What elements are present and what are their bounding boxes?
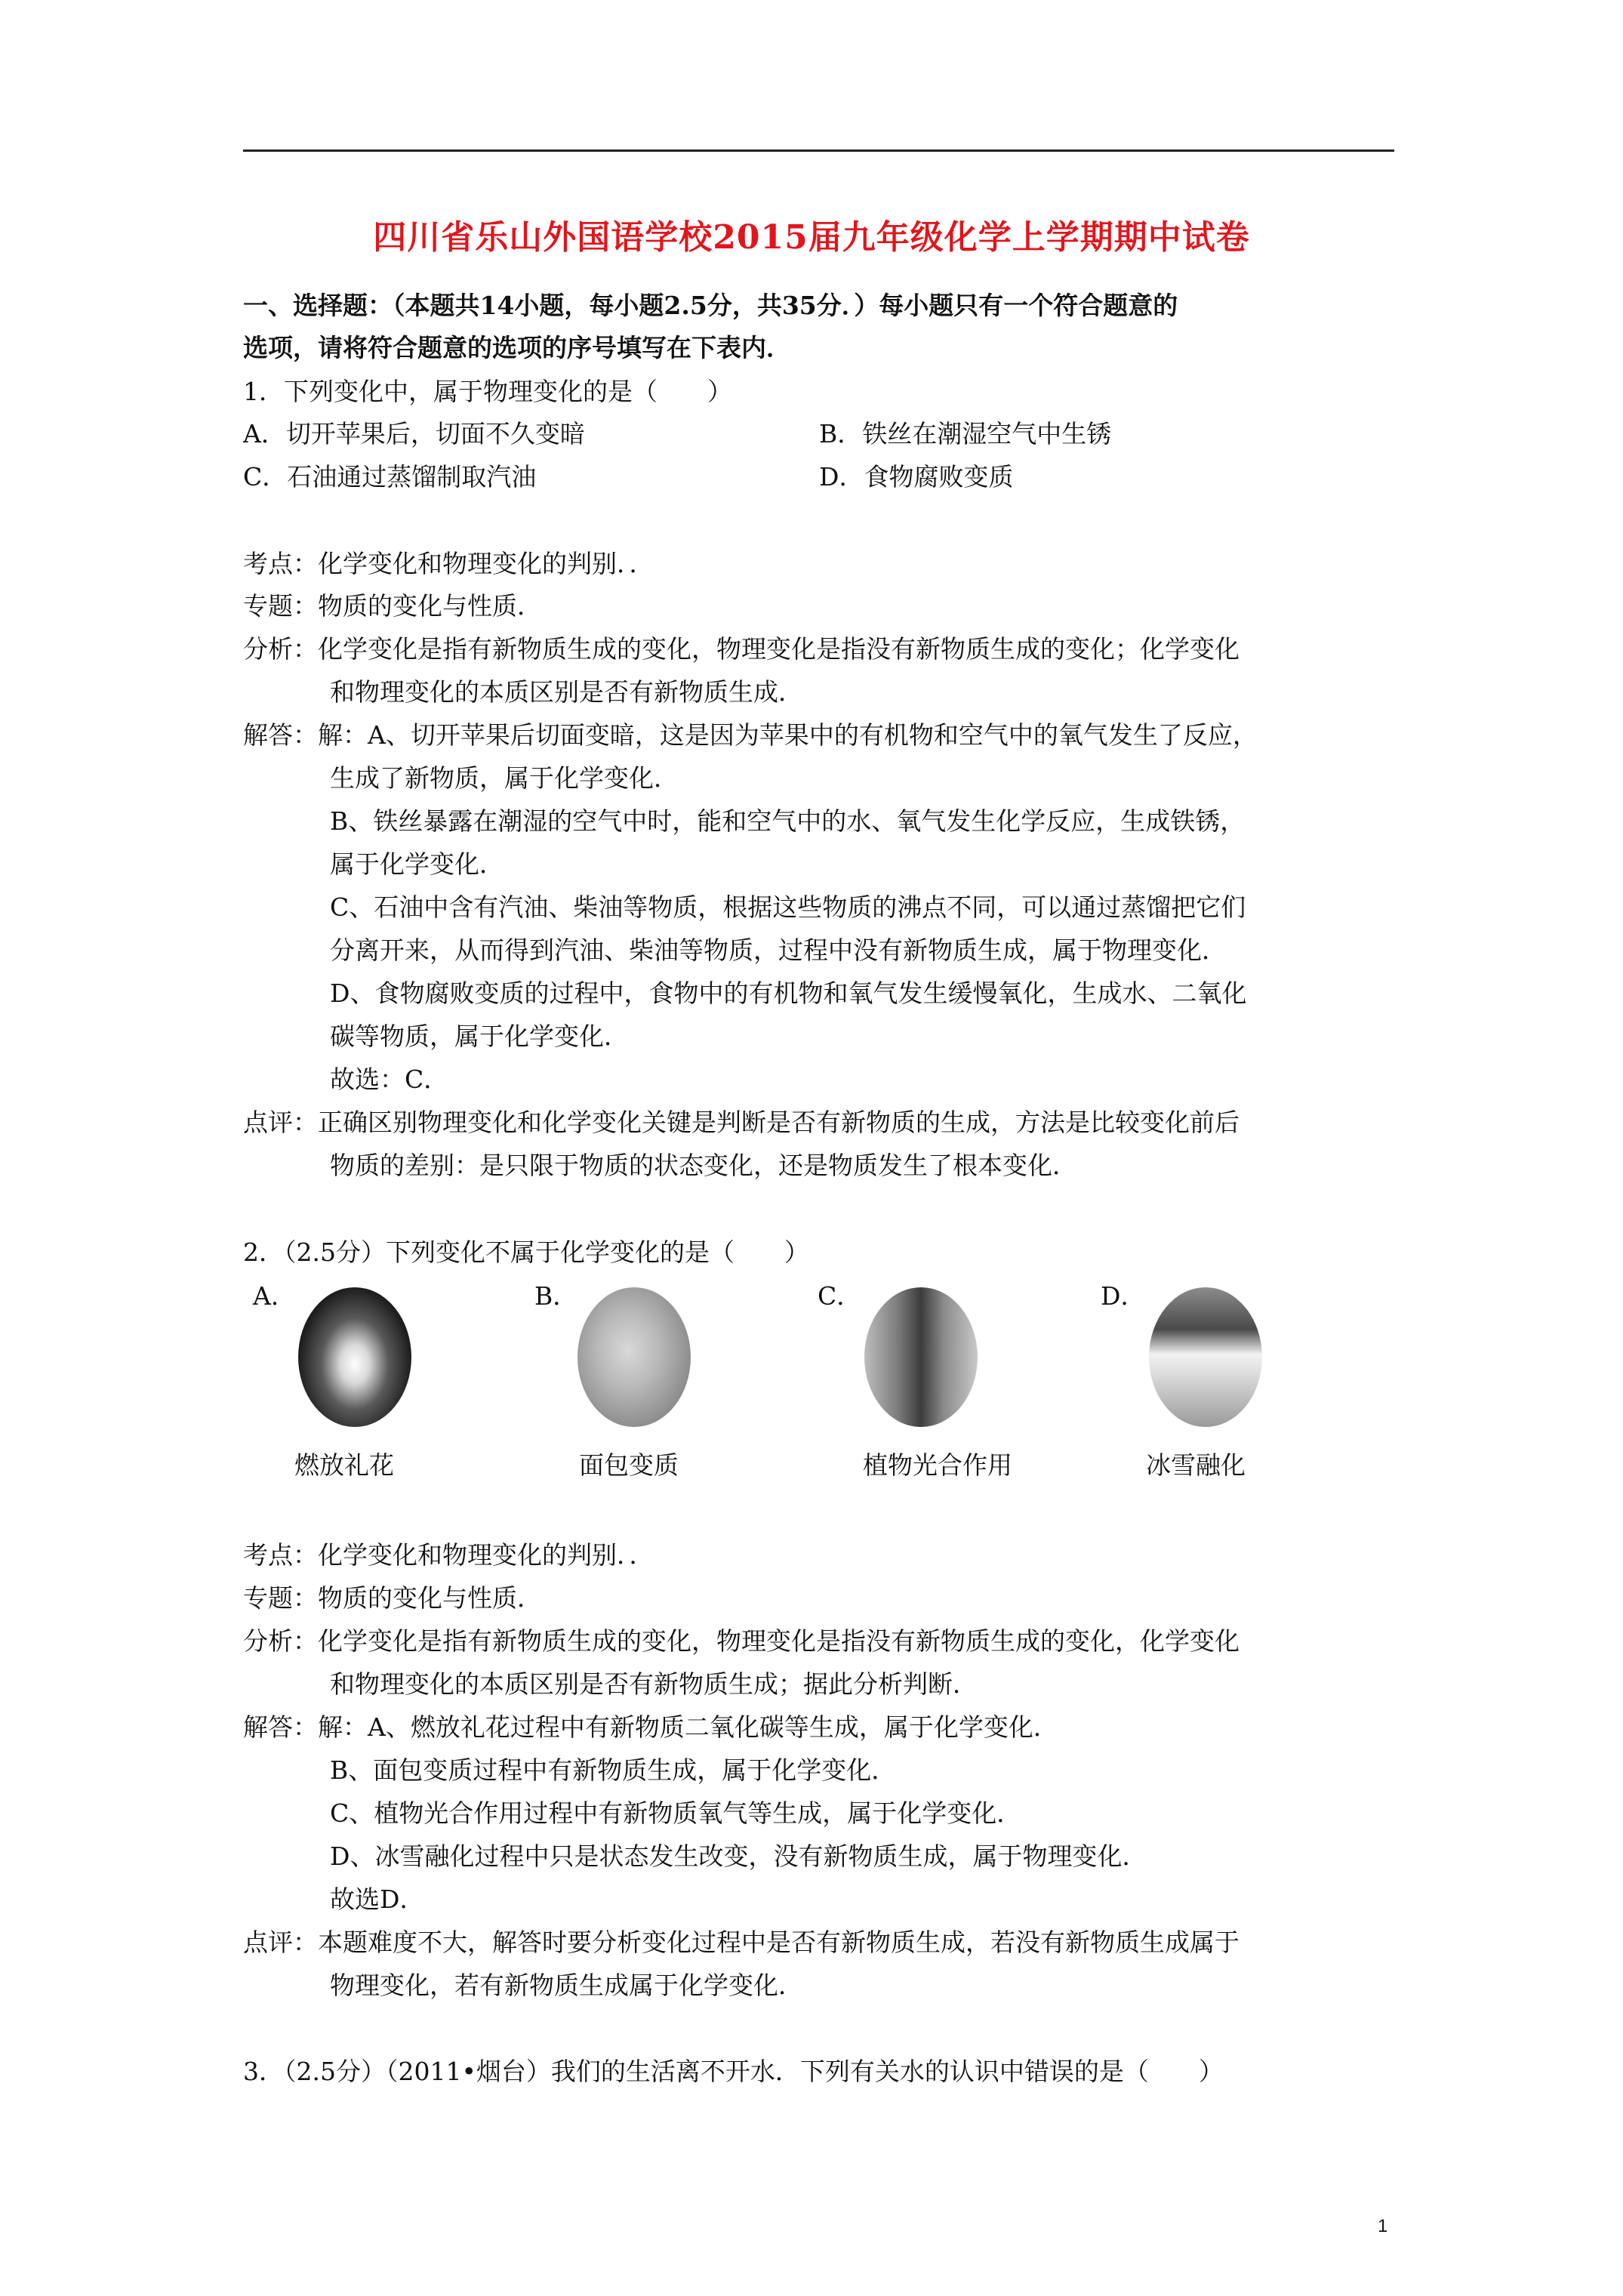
q2-fenxi-line1: 分析：化学变化是指有新物质生成的变化，物理变化是指没有新物质生成的变化，化学变化 [243, 1626, 1240, 1656]
plant-photosynthesis-image [864, 1287, 978, 1427]
section-heading-line2: 选项，请将符合题意的选项的序号填写在下表内． [243, 333, 791, 362]
q2-kaodian: 考点：化学变化和物理变化的判别．． [243, 1540, 654, 1570]
header-rule [243, 149, 1394, 152]
q1-option-b: B．铁丝在潮湿空气中生锈 [819, 419, 1112, 448]
page-number: 1 [1378, 2216, 1388, 2236]
q1-jieda-line9: 故选：C． [330, 1065, 449, 1094]
q1-stem: 1．下列变化中，属于物理变化的是（ ） [243, 377, 732, 406]
q2-caption-b: 面包变质 [579, 1450, 679, 1480]
q2-caption-d: 冰雪融化 [1146, 1450, 1246, 1480]
q1-jieda-line3: B、铁丝暴露在潮湿的空气中时，能和空气中的水、氧气发生化学反应，生成铁锈， [330, 806, 1246, 836]
q1-jieda-line4: 属于化学变化． [330, 849, 504, 879]
melting-ice-image [1149, 1287, 1262, 1427]
q2-jieda-line2: B、面包变质过程中有新物质生成，属于化学变化． [330, 1755, 897, 1785]
q1-option-d: D．食物腐败变质 [819, 462, 1014, 492]
q1-option-c: C．石油通过蒸馏制取汽油 [243, 462, 537, 492]
q2-letter-a: A． [253, 1281, 296, 1311]
q2-dianping-line2: 物理变化，若有新物质生成属于化学变化． [330, 1971, 803, 2000]
fireworks-image [298, 1287, 411, 1427]
q2-dianping-line1: 点评：本题难度不大，解答时要分析变化过程中是否有新物质生成，若没有新物质生成属于 [243, 1928, 1240, 1957]
q2-jieda-line4: D、冰雪融化过程中只是状态发生改变，没有新物质生成，属于物理变化． [330, 1841, 1147, 1871]
q2-stem: 2．（2.5分）下列变化不属于化学变化的是（ ） [243, 1237, 809, 1267]
q1-jieda-line6: 分离开来，从而得到汽油、柴油等物质，过程中没有新物质生成，属于物理变化． [330, 935, 1227, 965]
q2-letter-d: D． [1101, 1281, 1146, 1311]
q1-dianping-line2: 物质的差别：是只限于物质的状态变化，还是物质发生了根本变化． [330, 1151, 1077, 1180]
q2-letter-b: B． [534, 1281, 578, 1311]
moldy-bread-image [577, 1287, 691, 1427]
q1-jieda-line8: 碳等物质，属于化学变化． [330, 1022, 629, 1051]
q1-jieda-line7: D、食物腐败变质的过程中，食物中的有机物和氧气发生缓慢氧化，生成水、二氧化 [330, 978, 1247, 1008]
q1-kaodian: 考点：化学变化和物理变化的判别．． [243, 549, 654, 578]
q1-fenxi-line1: 分析：化学变化是指有新物质生成的变化，物理变化是指没有新物质生成的变化；化学变化 [243, 634, 1240, 664]
q2-caption-a: 燃放礼花 [294, 1450, 394, 1480]
section-heading-line1: 一、选择题：（本题共14小题，每小题2.5分，共35分．）每小题只有一个符合题意的 [243, 291, 1178, 320]
q1-jieda-line1: 解答：解：A、切开苹果后切面变暗，这是因为苹果中的有机物和空气中的氧气发生了反应， [243, 720, 1258, 750]
q1-fenxi-line2: 和物理变化的本质区别是否有新物质生成． [330, 677, 803, 707]
q2-jieda-line3: C、植物光合作用过程中有新物质氧气等生成，属于化学变化． [330, 1798, 1022, 1828]
q2-fenxi-line2: 和物理变化的本质区别是否有新物质生成；据此分析判断． [330, 1669, 978, 1699]
q1-zhuanti: 专题：物质的变化与性质． [243, 591, 542, 621]
page-title: 四川省乐山外国语学校2015届九年级化学上学期期中试卷 [373, 218, 1250, 257]
q1-option-a: A．切开苹果后，切面不久变暗 [243, 419, 585, 448]
q2-zhuanti: 专题：物质的变化与性质． [243, 1583, 542, 1613]
q3-stem: 3．（2.5分）（2011•烟台）我们的生活离不开水．下列有关水的认识中错误的是（ ） [243, 2057, 1224, 2086]
q2-jieda-line5: 故选D． [330, 1885, 425, 1914]
q1-dianping-line1: 点评：正确区别物理变化和化学变化关键是判断是否有新物质的生成，方法是比较变化前后 [243, 1108, 1240, 1137]
q2-jieda-line1: 解答：解：A、燃放礼花过程中有新物质二氧化碳等生成，属于化学变化． [243, 1712, 1058, 1742]
q2-letter-c: C． [818, 1281, 862, 1311]
q2-caption-c: 植物光合作用 [863, 1450, 1012, 1480]
q1-jieda-line2: 生成了新物质，属于化学变化． [330, 763, 679, 793]
q1-jieda-line5: C、石油中含有汽油、柴油等物质，根据这些物质的沸点不同，可以通过蒸馏把它们 [330, 892, 1246, 922]
